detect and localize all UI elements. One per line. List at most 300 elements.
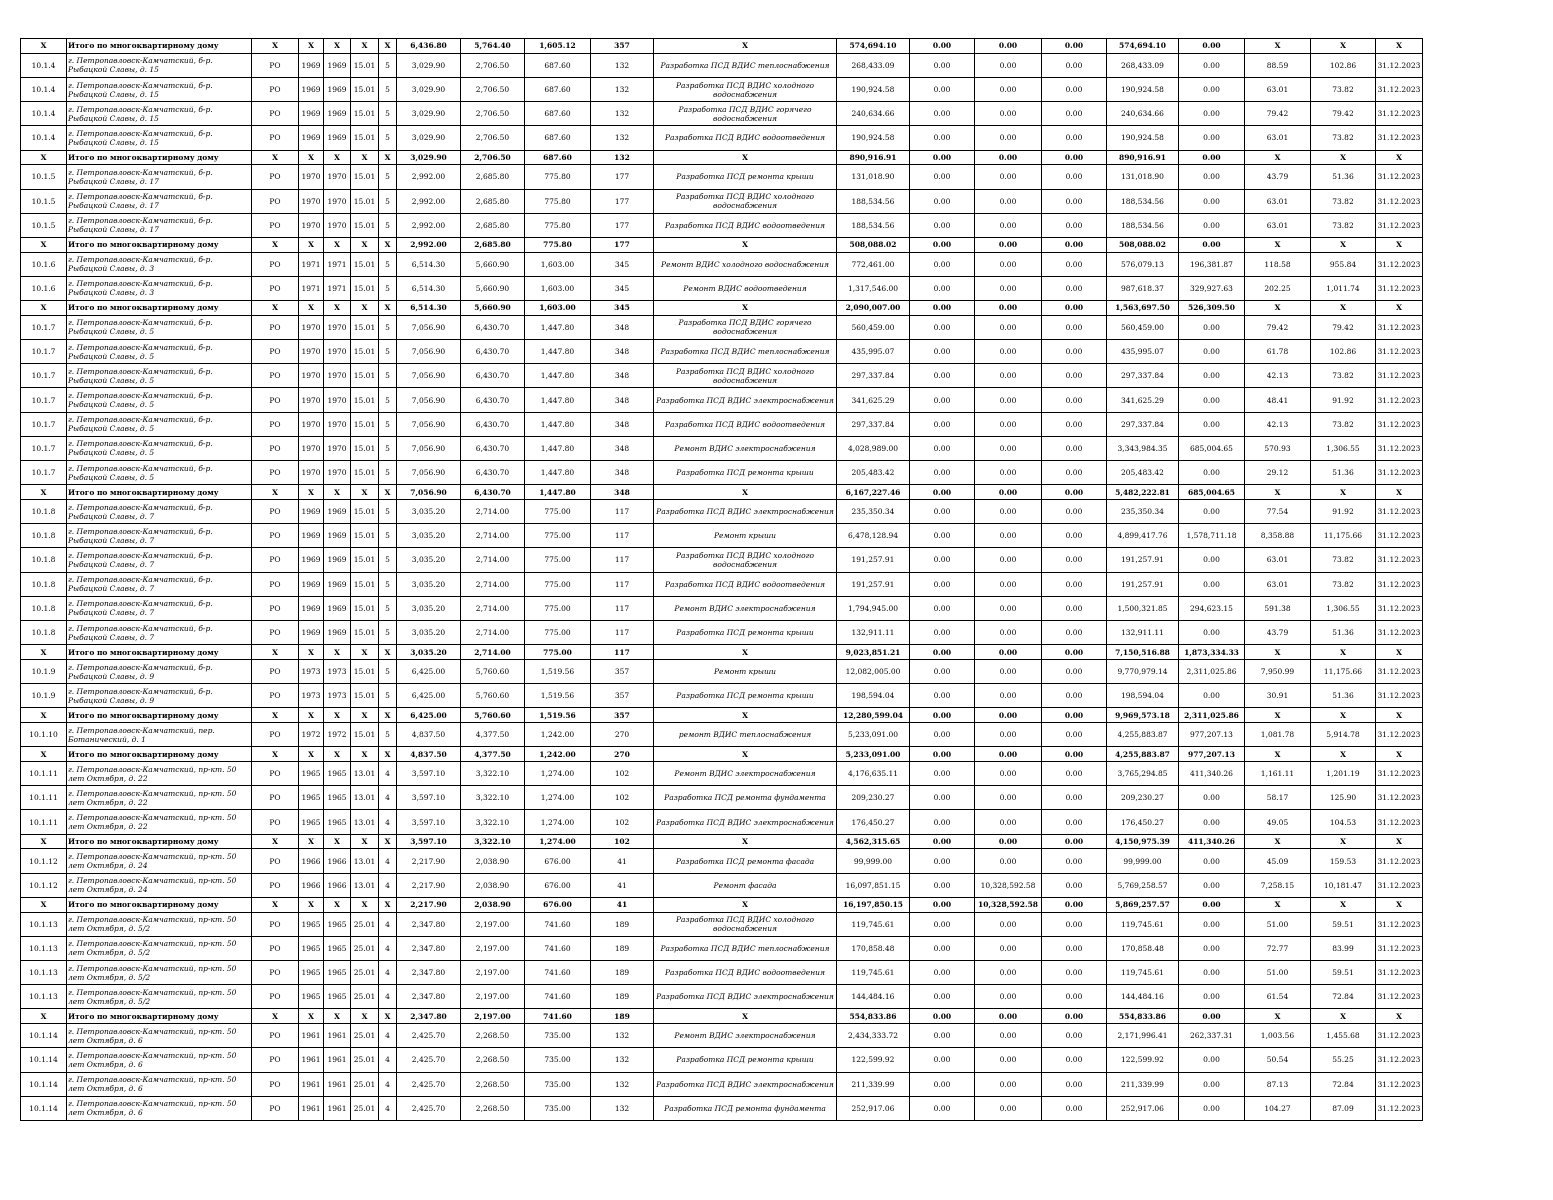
cell-address: Итого по многоквартирному дому bbox=[67, 301, 252, 316]
cell-owner-type: РО bbox=[252, 102, 299, 126]
cell-deadline: 31.12.2023 bbox=[1376, 388, 1423, 412]
cell-cost-owners: 987,618.37 bbox=[1107, 276, 1179, 300]
cell-cost-owners: 9,969,573.18 bbox=[1107, 708, 1179, 723]
cell-address: г. Петропавловск-Камчатский, б-р. Рыбацкой Славы, д. 7 bbox=[67, 499, 252, 523]
cell-residential-area: 1,447.80 bbox=[525, 461, 591, 485]
cell-residents: 348 bbox=[591, 340, 654, 364]
cell-cost-owners: 7,150,516.88 bbox=[1107, 645, 1179, 660]
cell-residential-area: 1,242.00 bbox=[525, 747, 591, 762]
cell-build-year: 1961 bbox=[299, 1048, 324, 1072]
cell-cost-region: 0.00 bbox=[975, 485, 1042, 500]
cell-cost-region: 0.00 bbox=[975, 1048, 1042, 1072]
cell-total-cost: 205,483.42 bbox=[837, 461, 910, 485]
cell-build-year: 1970 bbox=[299, 388, 324, 412]
cell-cost-owners: 209,230.27 bbox=[1107, 786, 1179, 810]
cell-commission-year: 1970 bbox=[324, 213, 351, 237]
cell-total-cost: 119,745.61 bbox=[837, 912, 910, 936]
cell-unit-cost-limit: 59.51 bbox=[1311, 912, 1376, 936]
cell-item-number: 10.1.13 bbox=[21, 912, 67, 936]
cell-cost-municipal: 0.00 bbox=[1042, 276, 1107, 300]
table-row bbox=[21, 524, 1423, 548]
cell-owner-type: РО bbox=[252, 659, 299, 683]
cell-residential-area: 775.00 bbox=[525, 572, 591, 596]
cell-cost-other: 196,381.87 bbox=[1179, 252, 1245, 276]
cell-address: г. Петропавловск-Камчатский, б-р. Рыбацкой Славы, д. 15 bbox=[67, 77, 252, 101]
cell-wall-material: 13.01 bbox=[351, 810, 379, 834]
cell-unit-cost-limit: 73.82 bbox=[1311, 77, 1376, 101]
cell-wall-material: X bbox=[351, 897, 379, 912]
cell-total-area: 3,597.10 bbox=[397, 786, 461, 810]
cell-build-year: X bbox=[299, 834, 324, 849]
cell-cost-municipal: 0.00 bbox=[1042, 596, 1107, 620]
cell-item-number: 10.1.7 bbox=[21, 412, 67, 436]
cell-unit-cost: 1,081.78 bbox=[1245, 723, 1311, 747]
cell-item-number: 10.1.13 bbox=[21, 936, 67, 960]
cell-commission-year: 1971 bbox=[324, 252, 351, 276]
cell-work-type: Разработка ПСД ВДИС холодного водоснабжения bbox=[654, 189, 837, 213]
cell-cost-municipal: 0.00 bbox=[1042, 388, 1107, 412]
cell-owner-type: РО bbox=[252, 1024, 299, 1048]
cell-commission-year: 1970 bbox=[324, 315, 351, 339]
cell-unit-cost: 1,003.56 bbox=[1245, 1024, 1311, 1048]
cell-total-area: 7,056.90 bbox=[397, 412, 461, 436]
cell-cost-fund: 0.00 bbox=[910, 936, 975, 960]
cell-cost-owners: 554,833.86 bbox=[1107, 1009, 1179, 1024]
cell-unit-cost-limit: 1,011.74 bbox=[1311, 276, 1376, 300]
cell-total-area: 3,597.10 bbox=[397, 810, 461, 834]
cell-unit-cost-limit: 104.53 bbox=[1311, 810, 1376, 834]
cell-work-type: Разработка ПСД ремонта крыши bbox=[654, 165, 837, 189]
cell-living-area: 3,322.10 bbox=[461, 762, 525, 786]
cell-living-area: 2,714.00 bbox=[461, 572, 525, 596]
cell-unit-cost-limit: 11,175.66 bbox=[1311, 659, 1376, 683]
cell-commission-year: 1965 bbox=[324, 912, 351, 936]
cell-owner-type: РО bbox=[252, 723, 299, 747]
subtotal-row bbox=[21, 485, 1423, 500]
cell-build-year: 1965 bbox=[299, 762, 324, 786]
cell-residents: 189 bbox=[591, 936, 654, 960]
table-row bbox=[21, 436, 1423, 460]
cell-address: Итого по многоквартирному дому bbox=[67, 747, 252, 762]
cell-work-type: Разработка ПСД ВДИС электроснабжения bbox=[654, 985, 837, 1009]
cell-unit-cost: 88.59 bbox=[1245, 53, 1311, 77]
cell-work-type: Ремонт крыши bbox=[654, 524, 837, 548]
cell-total-cost: 191,257.91 bbox=[837, 548, 910, 572]
cell-commission-year: X bbox=[324, 150, 351, 165]
cell-cost-fund: 0.00 bbox=[910, 873, 975, 897]
cell-unit-cost: 58.17 bbox=[1245, 786, 1311, 810]
cell-address: г. Петропавловск-Камчатский, б-р. Рыбацкой Славы, д. 15 bbox=[67, 126, 252, 150]
cell-living-area: 6,430.70 bbox=[461, 315, 525, 339]
cell-cost-owners: 240,634.66 bbox=[1107, 102, 1179, 126]
cell-residential-area: 1,447.80 bbox=[525, 315, 591, 339]
cell-item-number: 10.1.9 bbox=[21, 659, 67, 683]
cell-cost-region: 0.00 bbox=[975, 165, 1042, 189]
table-body bbox=[21, 39, 1423, 1121]
cell-total-cost: 240,634.66 bbox=[837, 102, 910, 126]
table-row bbox=[21, 388, 1423, 412]
cell-deadline: X bbox=[1376, 645, 1423, 660]
cell-owner-type: X bbox=[252, 747, 299, 762]
cell-build-year: 1965 bbox=[299, 912, 324, 936]
cell-deadline: 31.12.2023 bbox=[1376, 412, 1423, 436]
cell-wall-material: X bbox=[351, 301, 379, 316]
cell-residential-area: 775.00 bbox=[525, 620, 591, 644]
cell-living-area: 2,038.90 bbox=[461, 873, 525, 897]
table-row bbox=[21, 102, 1423, 126]
cell-living-area: 2,268.50 bbox=[461, 1072, 525, 1096]
cell-item-number: 10.1.14 bbox=[21, 1072, 67, 1096]
cell-build-year: 1965 bbox=[299, 960, 324, 984]
cell-unit-cost-limit: 73.82 bbox=[1311, 126, 1376, 150]
cell-item-number: 10.1.7 bbox=[21, 436, 67, 460]
cell-cost-region: 0.00 bbox=[975, 39, 1042, 54]
cell-cost-region: 0.00 bbox=[975, 1009, 1042, 1024]
cell-work-type: X bbox=[654, 747, 837, 762]
cell-item-number: 10.1.4 bbox=[21, 102, 67, 126]
cell-floors: X bbox=[379, 39, 397, 54]
cell-residents: 102 bbox=[591, 834, 654, 849]
cell-cost-region: 0.00 bbox=[975, 461, 1042, 485]
cell-unit-cost-limit: X bbox=[1311, 708, 1376, 723]
cell-item-number: 10.1.7 bbox=[21, 388, 67, 412]
cell-cost-municipal: 0.00 bbox=[1042, 684, 1107, 708]
cell-item-number: 10.1.8 bbox=[21, 596, 67, 620]
cell-cost-owners: 132,911.11 bbox=[1107, 620, 1179, 644]
subtotal-row bbox=[21, 237, 1423, 252]
cell-deadline: 31.12.2023 bbox=[1376, 165, 1423, 189]
cell-floors: 5 bbox=[379, 126, 397, 150]
cell-total-cost: 341,625.29 bbox=[837, 388, 910, 412]
cell-wall-material: 13.01 bbox=[351, 873, 379, 897]
cell-wall-material: 15.01 bbox=[351, 77, 379, 101]
cell-total-area: 3,597.10 bbox=[397, 762, 461, 786]
cell-unit-cost-limit: 102.86 bbox=[1311, 53, 1376, 77]
cell-item-number: 10.1.5 bbox=[21, 165, 67, 189]
cell-item-number: 10.1.14 bbox=[21, 1024, 67, 1048]
cell-cost-owners: 5,769,258.57 bbox=[1107, 873, 1179, 897]
cell-work-type: Разработка ПСД ВДИС холодного водоснабжения bbox=[654, 912, 837, 936]
cell-residents: 177 bbox=[591, 165, 654, 189]
cell-total-area: 2,992.00 bbox=[397, 189, 461, 213]
cell-owner-type: РО bbox=[252, 499, 299, 523]
cell-owner-type: РО bbox=[252, 1048, 299, 1072]
cell-item-number: 10.1.9 bbox=[21, 684, 67, 708]
cell-total-cost: 268,433.09 bbox=[837, 53, 910, 77]
cell-cost-region: 0.00 bbox=[975, 102, 1042, 126]
cell-unit-cost-limit: X bbox=[1311, 1009, 1376, 1024]
cell-cost-owners: 191,257.91 bbox=[1107, 548, 1179, 572]
cell-commission-year: 1970 bbox=[324, 340, 351, 364]
cell-unit-cost: 43.79 bbox=[1245, 620, 1311, 644]
cell-cost-other: 329,927.63 bbox=[1179, 276, 1245, 300]
cell-owner-type: РО bbox=[252, 684, 299, 708]
cell-total-cost: 890,916.91 bbox=[837, 150, 910, 165]
cell-residents: 357 bbox=[591, 659, 654, 683]
cell-item-number: 10.1.8 bbox=[21, 572, 67, 596]
cell-residents: 348 bbox=[591, 388, 654, 412]
cell-build-year: X bbox=[299, 237, 324, 252]
cell-work-type: Разработка ПСД ВДИС теплоснабжения bbox=[654, 340, 837, 364]
cell-address: г. Петропавловск-Камчатский, пр-кт. 50 лет Октября, д. 5/2 bbox=[67, 985, 252, 1009]
subtotal-row bbox=[21, 645, 1423, 660]
cell-living-area: 6,430.70 bbox=[461, 485, 525, 500]
cell-living-area: 4,377.50 bbox=[461, 723, 525, 747]
cell-cost-other: 0.00 bbox=[1179, 77, 1245, 101]
cell-residents: 348 bbox=[591, 412, 654, 436]
cell-living-area: 3,322.10 bbox=[461, 834, 525, 849]
cell-total-cost: 209,230.27 bbox=[837, 786, 910, 810]
cell-total-area: 7,056.90 bbox=[397, 364, 461, 388]
cell-address: г. Петропавловск-Камчатский, б-р. Рыбацкой Славы, д. 15 bbox=[67, 53, 252, 77]
cell-cost-owners: 188,534.56 bbox=[1107, 213, 1179, 237]
cell-cost-region: 0.00 bbox=[975, 747, 1042, 762]
cell-total-area: 6,514.30 bbox=[397, 276, 461, 300]
cell-cost-owners: 119,745.61 bbox=[1107, 960, 1179, 984]
cell-build-year: 1961 bbox=[299, 1096, 324, 1120]
cell-floors: 4 bbox=[379, 810, 397, 834]
cell-address: г. Петропавловск-Камчатский, б-р. Рыбацкой Славы, д. 17 bbox=[67, 189, 252, 213]
cell-living-area: 2,197.00 bbox=[461, 985, 525, 1009]
cell-wall-material: 15.01 bbox=[351, 524, 379, 548]
cell-living-area: 2,038.90 bbox=[461, 897, 525, 912]
cell-cost-owners: 5,482,222.81 bbox=[1107, 485, 1179, 500]
cell-cost-municipal: 0.00 bbox=[1042, 897, 1107, 912]
cell-cost-other: 0.00 bbox=[1179, 1096, 1245, 1120]
cell-commission-year: 1965 bbox=[324, 985, 351, 1009]
cell-wall-material: 13.01 bbox=[351, 762, 379, 786]
cell-commission-year: X bbox=[324, 39, 351, 54]
cell-item-number: 10.1.6 bbox=[21, 252, 67, 276]
cell-owner-type: РО bbox=[252, 412, 299, 436]
cell-address: г. Петропавловск-Камчатский, пр-кт. 50 лет Октября, д. 6 bbox=[67, 1024, 252, 1048]
cell-address: г. Петропавловск-Камчатский, пр-кт. 50 лет Октября, д. 22 bbox=[67, 786, 252, 810]
cell-cost-owners: 99,999.00 bbox=[1107, 849, 1179, 873]
cell-commission-year: 1965 bbox=[324, 960, 351, 984]
cell-total-cost: 252,917.06 bbox=[837, 1096, 910, 1120]
cell-build-year: 1969 bbox=[299, 77, 324, 101]
cell-owner-type: X bbox=[252, 485, 299, 500]
cell-cost-municipal: 0.00 bbox=[1042, 747, 1107, 762]
cell-total-area: 2,217.90 bbox=[397, 873, 461, 897]
cell-total-area: 6,425.00 bbox=[397, 708, 461, 723]
cell-item-number: X bbox=[21, 897, 67, 912]
cell-living-area: 5,760.60 bbox=[461, 708, 525, 723]
cell-deadline: 31.12.2023 bbox=[1376, 213, 1423, 237]
cell-unit-cost-limit: 1,306.55 bbox=[1311, 436, 1376, 460]
cell-cost-other: 0.00 bbox=[1179, 1009, 1245, 1024]
cell-work-type: ремонт ВДИС теплоснабжения bbox=[654, 723, 837, 747]
cell-unit-cost: 118.58 bbox=[1245, 252, 1311, 276]
cell-build-year: 1961 bbox=[299, 1072, 324, 1096]
cell-floors: 5 bbox=[379, 659, 397, 683]
cell-unit-cost: 51.00 bbox=[1245, 960, 1311, 984]
cell-unit-cost: 61.54 bbox=[1245, 985, 1311, 1009]
cell-total-area: 2,992.00 bbox=[397, 165, 461, 189]
cell-unit-cost: 79.42 bbox=[1245, 315, 1311, 339]
cell-cost-municipal: 0.00 bbox=[1042, 810, 1107, 834]
cell-deadline: X bbox=[1376, 708, 1423, 723]
cell-living-area: 3,322.10 bbox=[461, 786, 525, 810]
cell-commission-year: 1970 bbox=[324, 189, 351, 213]
cell-commission-year: 1969 bbox=[324, 620, 351, 644]
cell-wall-material: 15.01 bbox=[351, 102, 379, 126]
cell-cost-region: 0.00 bbox=[975, 596, 1042, 620]
cell-address: Итого по многоквартирному дому bbox=[67, 1009, 252, 1024]
cell-deadline: 31.12.2023 bbox=[1376, 810, 1423, 834]
cell-cost-other: 0.00 bbox=[1179, 126, 1245, 150]
cell-total-area: 7,056.90 bbox=[397, 461, 461, 485]
cell-owner-type: РО bbox=[252, 388, 299, 412]
cell-unit-cost: 570.93 bbox=[1245, 436, 1311, 460]
cell-total-cost: 190,924.58 bbox=[837, 77, 910, 101]
cell-total-area: 2,425.70 bbox=[397, 1096, 461, 1120]
cell-unit-cost-limit: 1,201.19 bbox=[1311, 762, 1376, 786]
cell-item-number: 10.1.11 bbox=[21, 810, 67, 834]
cell-cost-fund: 0.00 bbox=[910, 461, 975, 485]
cell-commission-year: 1969 bbox=[324, 572, 351, 596]
cell-owner-type: РО bbox=[252, 596, 299, 620]
cell-address: Итого по многоквартирному дому bbox=[67, 708, 252, 723]
subtotal-row bbox=[21, 150, 1423, 165]
cell-owner-type: X bbox=[252, 834, 299, 849]
cell-residential-area: 741.60 bbox=[525, 1009, 591, 1024]
cell-build-year: 1969 bbox=[299, 548, 324, 572]
cell-cost-owners: 176,450.27 bbox=[1107, 810, 1179, 834]
cell-build-year: 1969 bbox=[299, 126, 324, 150]
cell-cost-municipal: 0.00 bbox=[1042, 39, 1107, 54]
cell-commission-year: 1969 bbox=[324, 77, 351, 101]
cell-address: г. Петропавловск-Камчатский, б-р. Рыбацкой Славы, д. 5 bbox=[67, 388, 252, 412]
cell-residents: 41 bbox=[591, 873, 654, 897]
cell-cost-region: 0.00 bbox=[975, 786, 1042, 810]
cell-floors: X bbox=[379, 1009, 397, 1024]
cell-cost-municipal: 0.00 bbox=[1042, 723, 1107, 747]
cell-cost-other: 0.00 bbox=[1179, 237, 1245, 252]
cell-address: г. Петропавловск-Камчатский, б-р. Рыбацкой Славы, д. 9 bbox=[67, 659, 252, 683]
cell-deadline: 31.12.2023 bbox=[1376, 276, 1423, 300]
cell-unit-cost-limit: 73.82 bbox=[1311, 364, 1376, 388]
cell-item-number: 10.1.4 bbox=[21, 126, 67, 150]
cell-residents: 270 bbox=[591, 723, 654, 747]
cell-commission-year: 1961 bbox=[324, 1072, 351, 1096]
cell-work-type: Разработка ПСД ремонта фасада bbox=[654, 849, 837, 873]
cell-floors: 4 bbox=[379, 912, 397, 936]
cell-cost-fund: 0.00 bbox=[910, 912, 975, 936]
cell-cost-other: 0.00 bbox=[1179, 150, 1245, 165]
cell-build-year: 1973 bbox=[299, 659, 324, 683]
cell-cost-other: 685,004.65 bbox=[1179, 436, 1245, 460]
cell-unit-cost: 7,258.15 bbox=[1245, 873, 1311, 897]
cell-living-area: 2,706.50 bbox=[461, 77, 525, 101]
cell-cost-fund: 0.00 bbox=[910, 723, 975, 747]
cell-work-type: Разработка ПСД ВДИС водоотведения bbox=[654, 572, 837, 596]
cell-floors: 5 bbox=[379, 548, 397, 572]
cell-residents: 270 bbox=[591, 747, 654, 762]
cell-item-number: 10.1.4 bbox=[21, 77, 67, 101]
cell-residents: 132 bbox=[591, 1048, 654, 1072]
cell-commission-year: 1965 bbox=[324, 810, 351, 834]
cell-owner-type: РО bbox=[252, 786, 299, 810]
cell-wall-material: 25.01 bbox=[351, 1072, 379, 1096]
cell-cost-region: 0.00 bbox=[975, 77, 1042, 101]
cell-item-number: 10.1.5 bbox=[21, 189, 67, 213]
cell-work-type: Разработка ПСД ремонта крыши bbox=[654, 461, 837, 485]
cell-floors: 5 bbox=[379, 723, 397, 747]
cell-unit-cost: X bbox=[1245, 1009, 1311, 1024]
cell-build-year: 1971 bbox=[299, 276, 324, 300]
cell-cost-fund: 0.00 bbox=[910, 684, 975, 708]
cell-owner-type: РО bbox=[252, 548, 299, 572]
cell-deadline: 31.12.2023 bbox=[1376, 786, 1423, 810]
cell-cost-other: 262,337.31 bbox=[1179, 1024, 1245, 1048]
cell-cost-other: 0.00 bbox=[1179, 388, 1245, 412]
cell-unit-cost: 1,161.11 bbox=[1245, 762, 1311, 786]
cell-residential-area: 735.00 bbox=[525, 1024, 591, 1048]
cell-work-type: Разработка ПСД ремонта фундамента bbox=[654, 786, 837, 810]
cell-cost-other: 1,873,334.33 bbox=[1179, 645, 1245, 660]
cell-wall-material: 15.01 bbox=[351, 189, 379, 213]
cell-living-area: 2,685.80 bbox=[461, 213, 525, 237]
cell-residential-area: 775.00 bbox=[525, 596, 591, 620]
cell-item-number: X bbox=[21, 708, 67, 723]
cell-cost-municipal: 0.00 bbox=[1042, 708, 1107, 723]
cell-work-type: Разработка ПСД ВДИС водоотведения bbox=[654, 213, 837, 237]
cell-cost-municipal: 0.00 bbox=[1042, 412, 1107, 436]
cell-cost-other: 0.00 bbox=[1179, 102, 1245, 126]
cell-total-cost: 4,562,315.65 bbox=[837, 834, 910, 849]
table-row bbox=[21, 126, 1423, 150]
cell-cost-other: 0.00 bbox=[1179, 461, 1245, 485]
cell-total-area: 7,056.90 bbox=[397, 436, 461, 460]
cell-total-area: 2,347.80 bbox=[397, 985, 461, 1009]
cell-living-area: 2,714.00 bbox=[461, 524, 525, 548]
cell-owner-type: РО bbox=[252, 436, 299, 460]
cell-owner-type: РО bbox=[252, 873, 299, 897]
cell-unit-cost: 42.13 bbox=[1245, 412, 1311, 436]
cell-wall-material: X bbox=[351, 834, 379, 849]
cell-total-cost: 132,911.11 bbox=[837, 620, 910, 644]
subtotal-row bbox=[21, 301, 1423, 316]
cell-owner-type: РО bbox=[252, 849, 299, 873]
cell-work-type: Разработка ПСД ВДИС водоотведения bbox=[654, 960, 837, 984]
cell-wall-material: 15.01 bbox=[351, 596, 379, 620]
cell-residential-area: 687.60 bbox=[525, 150, 591, 165]
cell-commission-year: 1961 bbox=[324, 1096, 351, 1120]
cell-cost-fund: 0.00 bbox=[910, 659, 975, 683]
cell-cost-fund: 0.00 bbox=[910, 708, 975, 723]
cell-item-number: 10.1.7 bbox=[21, 340, 67, 364]
cell-floors: 5 bbox=[379, 165, 397, 189]
cell-cost-other: 0.00 bbox=[1179, 499, 1245, 523]
cell-cost-owners: 890,916.91 bbox=[1107, 150, 1179, 165]
cell-residential-area: 1,519.56 bbox=[525, 684, 591, 708]
cell-floors: 4 bbox=[379, 786, 397, 810]
cell-work-type: Разработка ПСД ВДИС горячего водоснабжения bbox=[654, 315, 837, 339]
cell-total-cost: 554,833.86 bbox=[837, 1009, 910, 1024]
cell-residents: 189 bbox=[591, 1009, 654, 1024]
cell-item-number: 10.1.8 bbox=[21, 620, 67, 644]
cell-unit-cost-limit: 72.84 bbox=[1311, 1072, 1376, 1096]
cell-unit-cost: 63.01 bbox=[1245, 189, 1311, 213]
cell-unit-cost-limit: 5,914.78 bbox=[1311, 723, 1376, 747]
cell-work-type: Разработка ПСД ВДИС холодного водоснабжения bbox=[654, 548, 837, 572]
cell-cost-fund: 0.00 bbox=[910, 524, 975, 548]
cell-unit-cost-limit: 73.82 bbox=[1311, 548, 1376, 572]
cell-address: Итого по многоквартирному дому bbox=[67, 645, 252, 660]
table-row bbox=[21, 276, 1423, 300]
cell-commission-year: 1970 bbox=[324, 436, 351, 460]
